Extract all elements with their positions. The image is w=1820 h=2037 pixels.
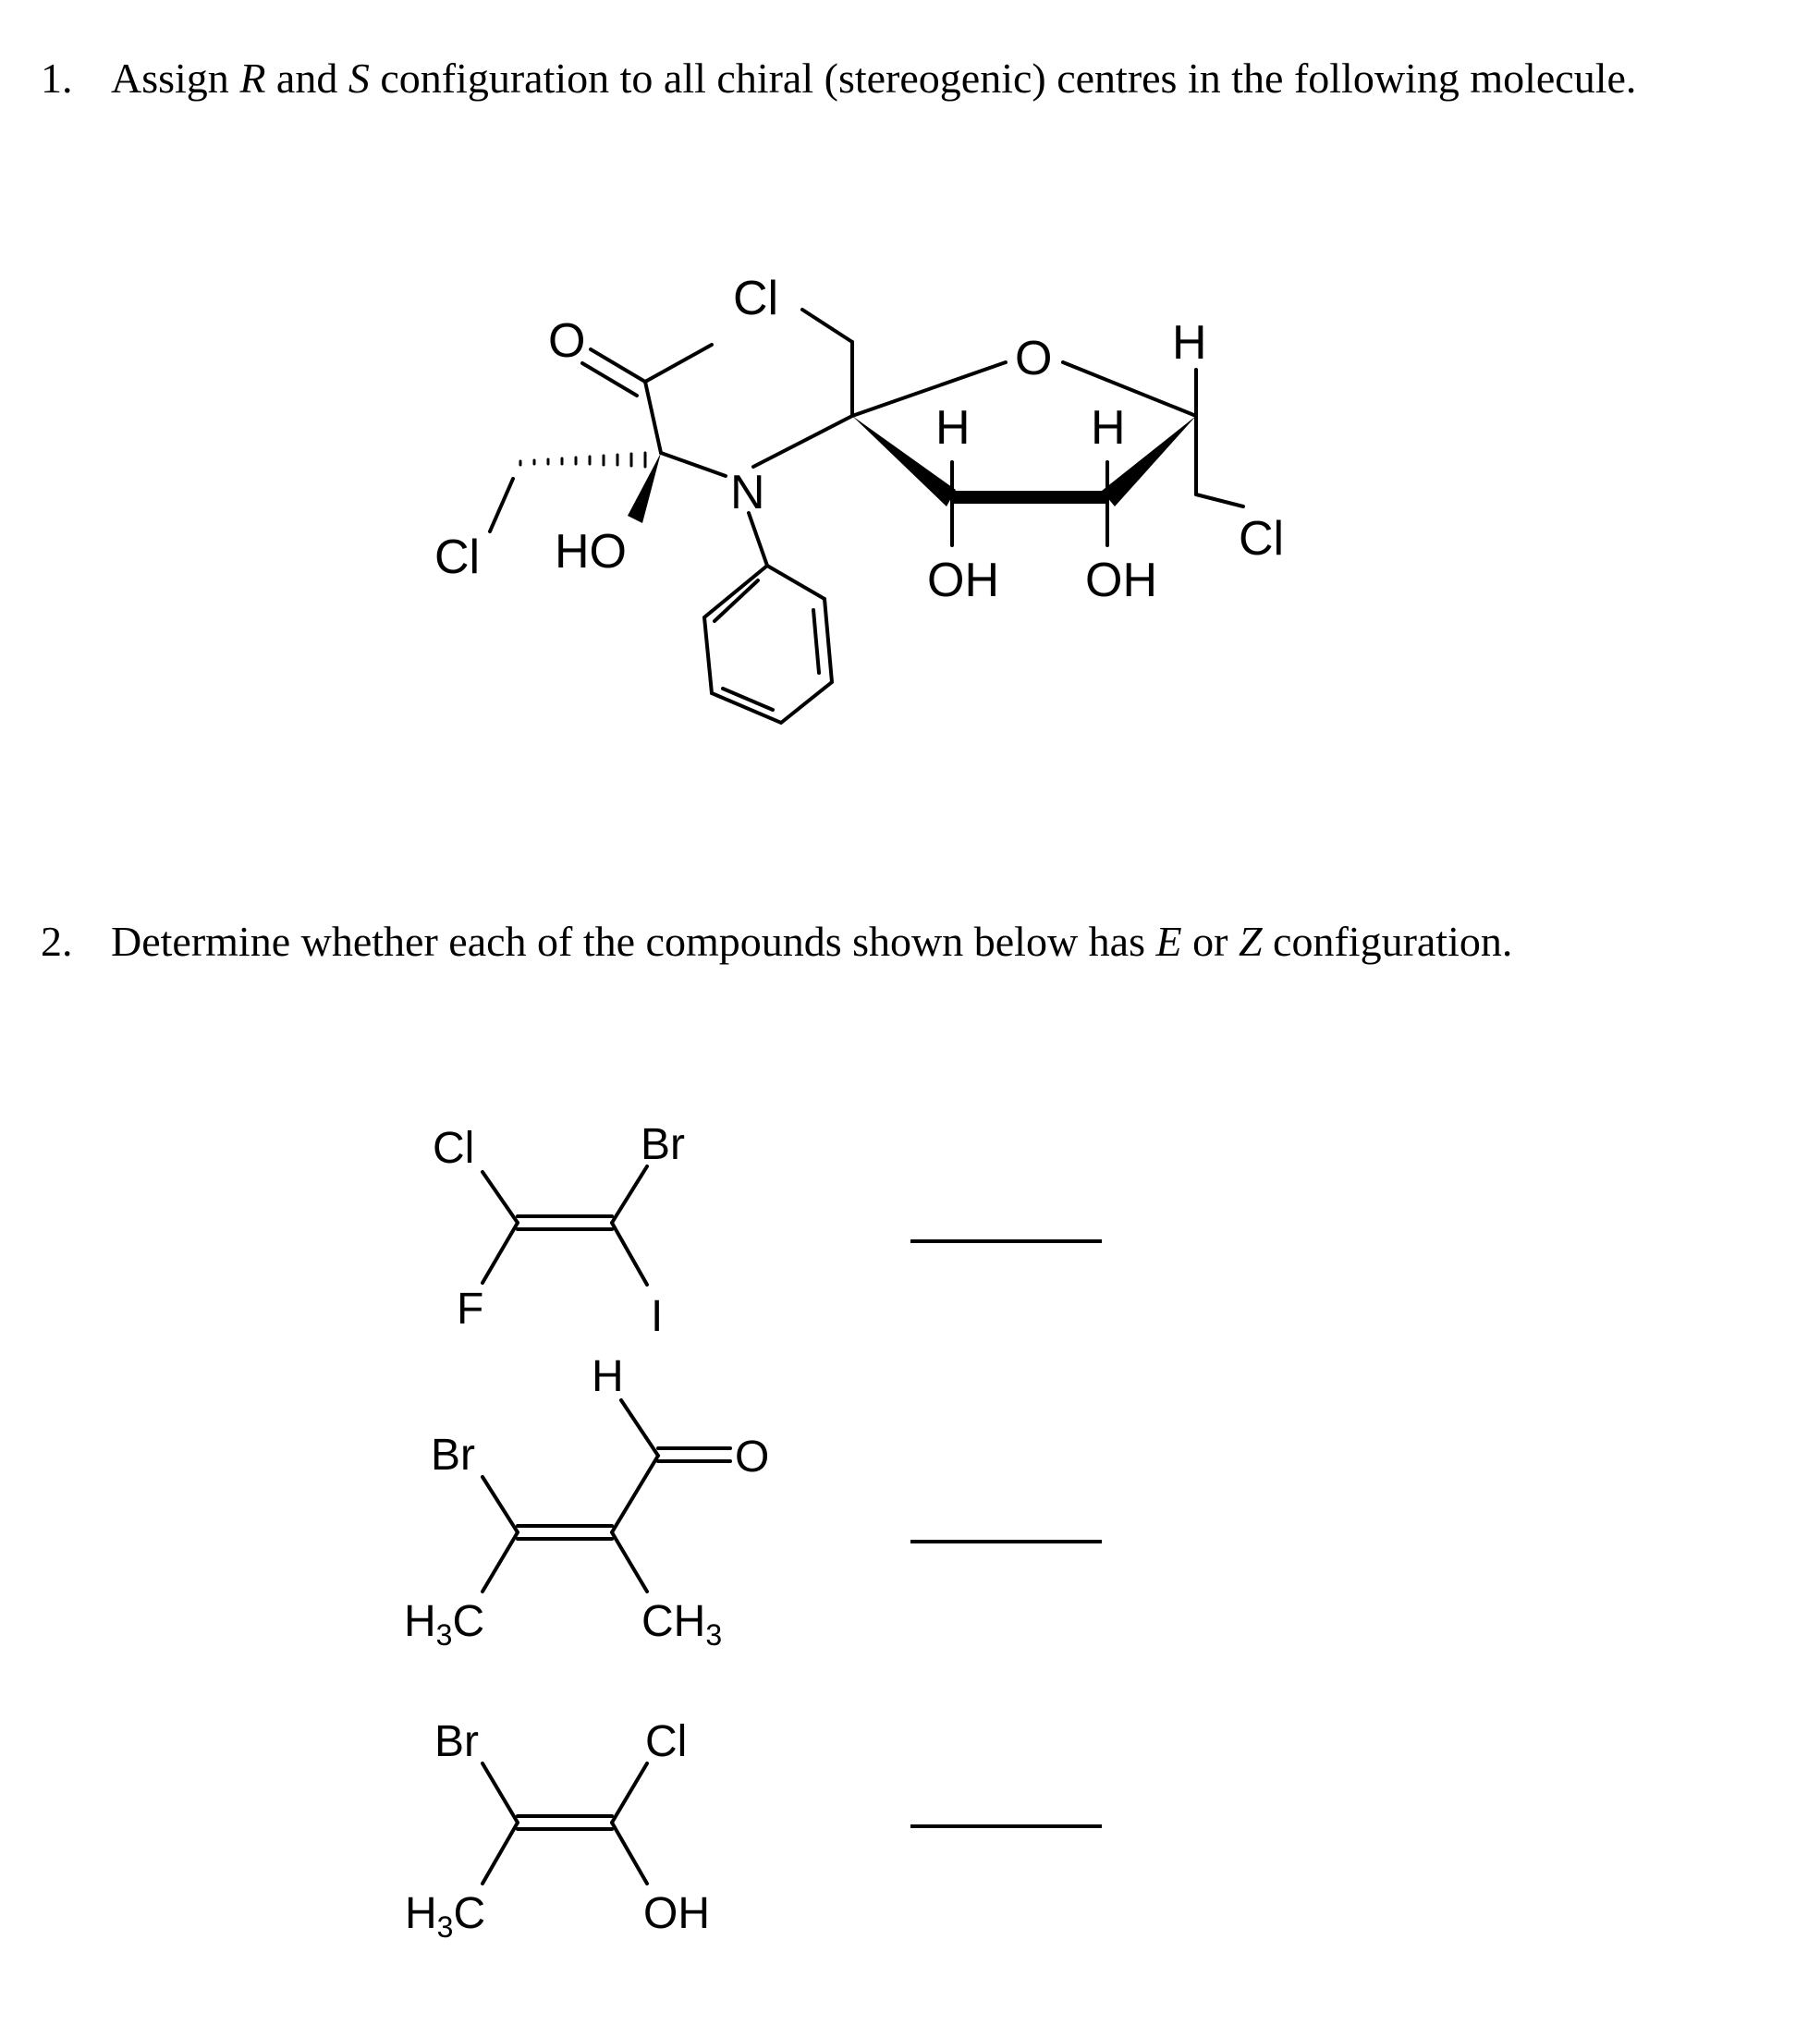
- alkene-2-h3c: $H_3C$: [404, 1597, 485, 1652]
- alkene-3-br: Br: [434, 1717, 479, 1766]
- alkene-3-cl: Cl: [645, 1717, 688, 1766]
- atom-o-carbonyl: O: [548, 314, 586, 368]
- atom-cl-right: Cl: [1239, 512, 1285, 566]
- molecule-1: [490, 310, 1243, 723]
- atom-oh-c3: OH: [1085, 554, 1157, 607]
- alkene-3: [482, 1763, 647, 1884]
- atom-oh-c2: OH: [927, 554, 999, 607]
- alkene-3-h3c: $H_3C$: [405, 1889, 486, 1944]
- alkene-2-o: O: [735, 1433, 770, 1482]
- atom-ho: HO: [555, 525, 627, 579]
- atom-h-c3: H: [1091, 401, 1126, 455]
- alkene-1-br: Br: [641, 1120, 685, 1169]
- question-1: 1. Assign R and S configuration to all chiral (stereogenic) centres in the following molecule.: [41, 55, 1637, 102]
- atom-h-c4: H: [1172, 316, 1207, 370]
- atom-n: N: [730, 466, 765, 519]
- atom-cl-left: Cl: [434, 531, 481, 584]
- alkene-2-ch3: $CH_3$: [641, 1597, 723, 1652]
- atom-o-ring: O: [1015, 332, 1053, 385]
- alkene-1-i: I: [651, 1292, 664, 1341]
- alkene-2-br: Br: [431, 1431, 475, 1480]
- atom-h-c2: H: [935, 401, 971, 455]
- question-2: 2. Determine whether each of the compounds shown below has E or Z configuration.: [41, 918, 1513, 965]
- alkene-1-cl: Cl: [433, 1124, 475, 1173]
- alkene-1: [482, 1166, 647, 1285]
- question-number: 2.: [41, 918, 73, 965]
- alkene-1-f: F: [457, 1285, 484, 1334]
- question-number: 1.: [41, 55, 73, 102]
- alkene-2: [482, 1400, 730, 1592]
- alkene-2-h: H: [592, 1352, 624, 1401]
- atom-cl-top: Cl: [733, 272, 779, 325]
- alkene-3-oh: OH: [643, 1889, 710, 1938]
